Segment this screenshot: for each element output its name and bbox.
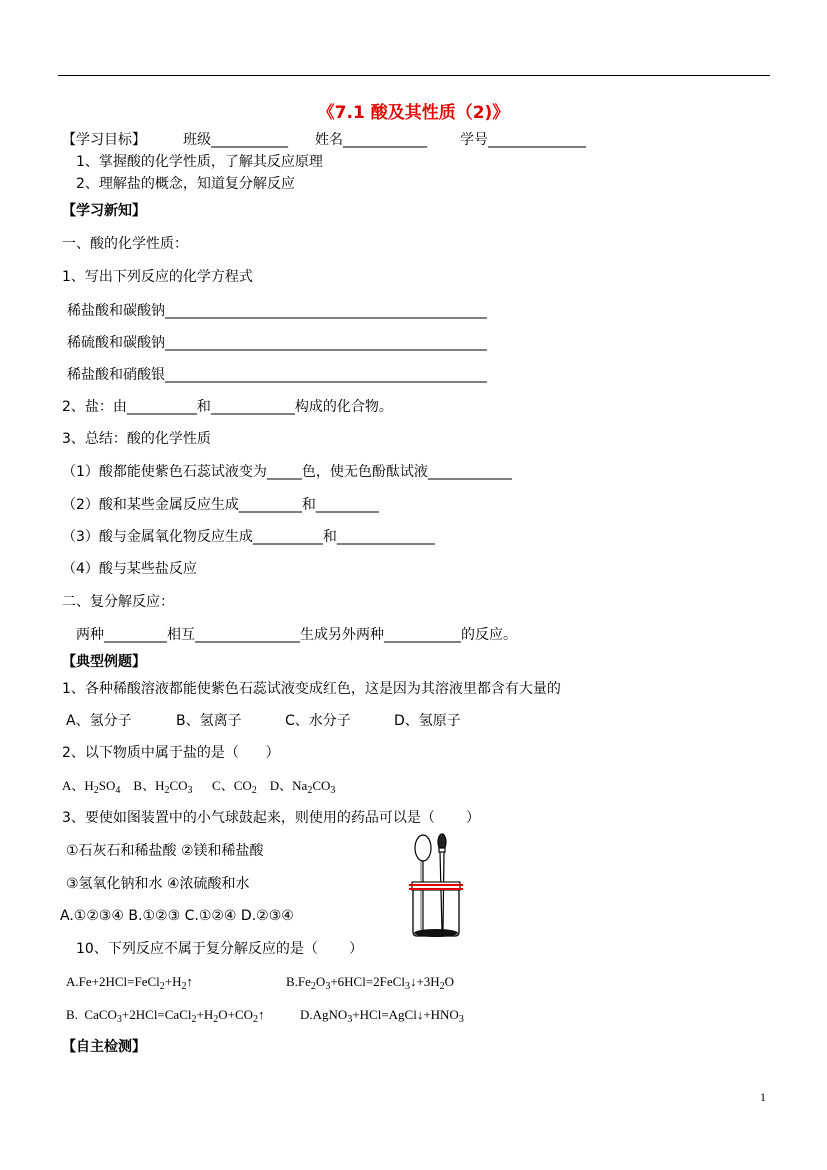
section-acid-properties: 一、酸的化学性质： <box>62 236 188 252</box>
example-3-options: A.①②③④ B.①②③ C.①②④ D.②③④ <box>60 908 294 924</box>
option-a-equation: $A.Fe+2HCl=FeCl_2+H_2↑$ <box>66 974 193 992</box>
new-knowledge-heading: 【学习新知】 <box>62 203 146 219</box>
equation-blank: 稀盐酸和碳酸钠______________________________________________ <box>67 303 487 319</box>
summary-item: （2）酸和某些金属反应生成_________和_________ <box>62 497 379 513</box>
summary-item: （1）酸都能使紫色石蕊试液变为_____色，使无色酚酞试液____________ <box>62 464 512 480</box>
example-1: 1、各种稀酸溶液都能使紫色石蕊试液变成红色，这是因为其溶液里都含有大量的 <box>62 681 561 697</box>
page-title: 《7.1 酸及其性质（2)》 <box>317 103 510 123</box>
section-double-replacement: 二、复分解反应： <box>62 594 174 610</box>
goal-item: 1、掌握酸的化学性质，了解其反应原理 <box>76 154 323 170</box>
option-a: A、氢分子 <box>66 713 132 729</box>
question-1: 1、写出下列反应的化学方程式 <box>62 269 253 285</box>
equation-blank: 稀硫酸和碳酸钠______________________________________________ <box>67 335 487 351</box>
option-d: D、氢原子 <box>394 713 461 729</box>
liquid <box>414 929 458 937</box>
goal-item: 2、理解盐的概念，知道复分解反应 <box>76 176 295 192</box>
top-rule <box>58 75 770 76</box>
question-3: 3、总结：酸的化学性质 <box>62 431 211 447</box>
option-b: B、氢离子 <box>176 713 242 729</box>
summary-item: （4）酸与某些盐反应 <box>62 561 197 577</box>
option-b-equation: $B.Fe_2O_3+6HCl=2FeCl_3↓+3H_2O$ <box>286 974 455 992</box>
page-number: 1 <box>760 1090 766 1104</box>
equation-blank: 稀盐酸和硝酸银______________________________________________ <box>67 367 487 383</box>
apparatus-diagram <box>408 828 468 940</box>
reagent-pairs: ③氢氧化钠和水 ④浓硫酸和水 <box>66 876 250 892</box>
name-field: 姓名____________ <box>315 132 427 148</box>
option-d-equation: $D.AgNO_3+HCl=AgCl↓+HNO_3$ <box>300 1007 464 1025</box>
number-field: 学号______________ <box>460 132 586 148</box>
example-2: 2、以下物质中属于盐的是（ ） <box>62 745 280 761</box>
self-check-heading: 【自主检测】 <box>62 1039 146 1055</box>
summary-item: （3）酸与金属氧化物反应生成__________和______________ <box>62 529 435 545</box>
definition-text: 两种_________相互_______________生成另外两种___________的反应。 <box>76 627 517 643</box>
option-c: C、水分子 <box>285 713 351 729</box>
examples-heading: 【典型例题】 <box>62 654 146 670</box>
example-2-options: A、$H_2SO_4$ B、$H_2CO_3$ C、$CO_2$ D、$Na_2CO_3$ <box>62 778 336 796</box>
option-c-equation: B. $CaCO_3+2HCl=CaCl_2+H_2O+CO_2↑$ <box>66 1007 265 1025</box>
example-3: 3、要使如图装置中的小气球鼓起来，则使用的药品可以是（ ） <box>62 810 481 826</box>
bottle <box>413 888 459 936</box>
question-2: 2、盐：由__________和____________构成的化合物。 <box>62 399 393 415</box>
example-10: 10、下列反应不属于复分解反应的是（ ） <box>76 941 363 957</box>
class-field: 班级___________ <box>183 132 288 148</box>
goal-heading: 【学习目标】 <box>62 132 146 148</box>
reagent-pairs: ①石灰石和稀盐酸 ②镁和稀盐酸 <box>66 843 264 859</box>
